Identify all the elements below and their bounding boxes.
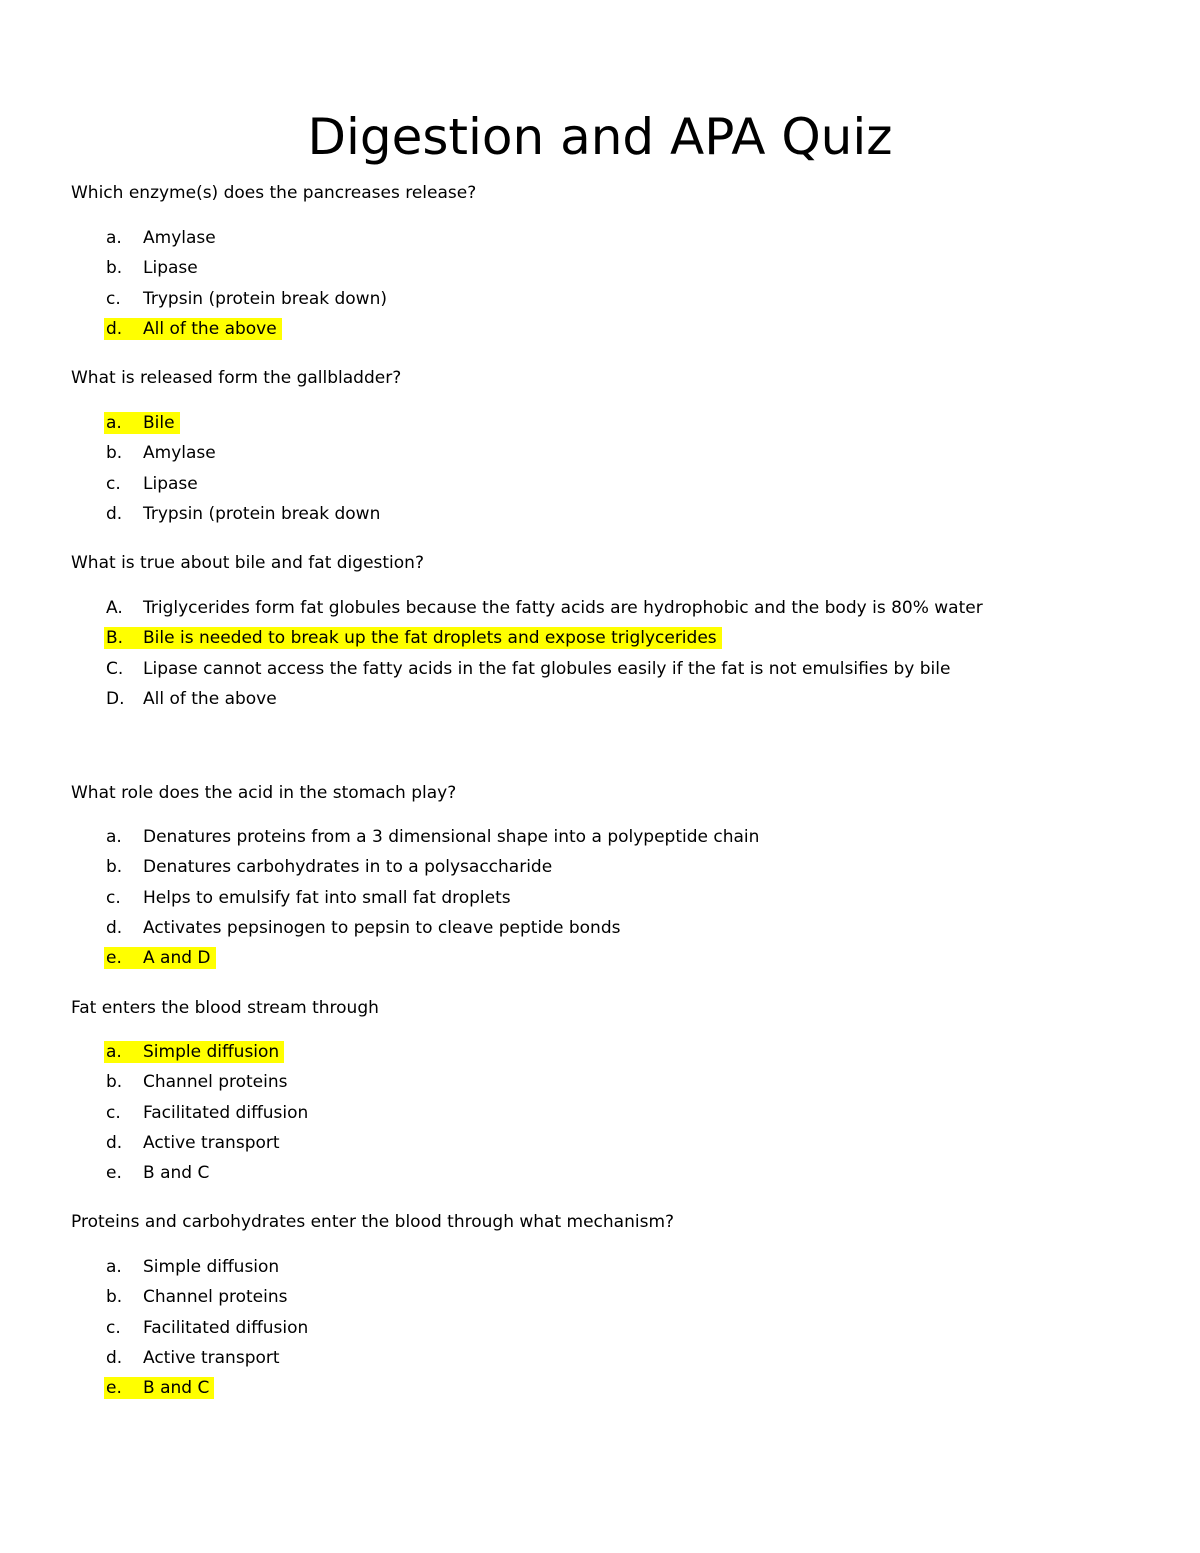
- option-highlight: [104, 227, 216, 249]
- option-highlight: [104, 1256, 279, 1278]
- option-2d: [0, 503, 1200, 533]
- answer-highlight: [104, 412, 180, 434]
- option-letter: c.: [106, 1102, 121, 1123]
- option-highlight: [104, 917, 620, 939]
- answer-highlight: [104, 1377, 214, 1399]
- option-highlight: [104, 688, 277, 710]
- option-highlight: [104, 597, 983, 619]
- option-highlight: [104, 658, 950, 680]
- option-letter: e.: [106, 948, 122, 969]
- option-2c: [0, 473, 1200, 503]
- option-text: Bile is needed to break up the fat droplets and expose triglycerides: [143, 628, 717, 649]
- option-highlight: [104, 1071, 287, 1093]
- answer-highlight: [104, 318, 282, 340]
- option-letter: d.: [106, 1132, 123, 1153]
- option-5b: [0, 1071, 1200, 1101]
- option-6d: [0, 1347, 1200, 1377]
- option-letter: a.: [106, 827, 122, 847]
- option-text: Lipase cannot access the fatty acids in the fat globules easily if the fat is not emulsifies by bile: [143, 658, 951, 679]
- option-letter: A.: [106, 598, 123, 618]
- option-letter: d.: [106, 318, 123, 339]
- option-4c: [0, 887, 1200, 917]
- option-4d: [0, 917, 1200, 947]
- option-3a: [0, 597, 1200, 627]
- question-2-options: [0, 412, 1200, 533]
- option-text: All of the above: [143, 688, 277, 709]
- option-5e: [0, 1162, 1200, 1192]
- option-letter: D.: [106, 688, 125, 709]
- option-6a: [0, 1256, 1200, 1286]
- question-1-text: Which enzyme(s) does the pancreases release?: [71, 183, 477, 203]
- question-4-options: [0, 826, 1200, 977]
- option-letter: d.: [106, 917, 123, 938]
- option-text: Denatures carbohydrates in to a polysaccharide: [143, 857, 553, 878]
- option-letter: e.: [106, 1378, 122, 1399]
- option-text: Simple diffusion: [143, 1257, 280, 1277]
- option-letter: d.: [106, 503, 123, 524]
- option-3b: [0, 627, 1200, 657]
- option-4a: [0, 826, 1200, 856]
- option-letter: B.: [106, 628, 124, 649]
- option-text: Active transport: [143, 1347, 280, 1368]
- option-letter: a.: [106, 1257, 122, 1277]
- option-text: Bile: [143, 413, 175, 433]
- option-1c: [0, 288, 1200, 318]
- option-letter: a.: [106, 1042, 122, 1062]
- option-highlight: [104, 887, 511, 909]
- option-text: Activates pepsinogen to pepsin to cleave peptide bonds: [143, 917, 621, 938]
- option-1d: [0, 318, 1200, 348]
- option-text: All of the above: [143, 318, 277, 339]
- option-letter: C.: [106, 658, 124, 679]
- question-2-text: What is released form the gallbladder?: [71, 368, 402, 388]
- option-3d: [0, 688, 1200, 718]
- option-text: Amylase: [143, 443, 216, 464]
- option-1a: [0, 227, 1200, 257]
- option-letter: c.: [106, 288, 121, 309]
- option-highlight: [104, 473, 198, 495]
- option-5a: [0, 1041, 1200, 1071]
- option-text: B and C: [143, 1378, 210, 1399]
- option-text: B and C: [143, 1163, 210, 1184]
- option-letter: b.: [106, 1287, 123, 1308]
- option-highlight: [104, 1317, 308, 1339]
- option-text: Facilitated diffusion: [143, 1102, 309, 1123]
- option-letter: b.: [106, 1072, 123, 1093]
- option-highlight: [104, 1132, 280, 1154]
- question-5-options: [0, 1041, 1200, 1192]
- question-6-text: Proteins and carbohydrates enter the blood through what mechanism?: [71, 1212, 675, 1232]
- option-highlight: [104, 257, 198, 279]
- option-highlight: [104, 442, 216, 464]
- question-3-options: [0, 597, 1200, 718]
- option-letter: b.: [106, 443, 123, 464]
- answer-highlight: [104, 947, 216, 969]
- option-6c: [0, 1317, 1200, 1347]
- option-3c: [0, 658, 1200, 688]
- question-5-text: Fat enters the blood stream through: [71, 998, 379, 1018]
- question-4-text: What role does the acid in the stomach play?: [71, 783, 457, 803]
- option-highlight: [104, 1102, 308, 1124]
- option-text: Lipase: [143, 258, 198, 279]
- option-highlight: [104, 856, 552, 878]
- option-text: A and D: [143, 948, 211, 969]
- option-letter: d.: [106, 1347, 123, 1368]
- option-5c: [0, 1102, 1200, 1132]
- answer-highlight: [104, 627, 722, 649]
- option-letter: a.: [106, 413, 122, 433]
- option-letter: c.: [106, 473, 121, 494]
- option-highlight: [104, 1347, 280, 1369]
- option-text: Simple diffusion: [143, 1042, 280, 1062]
- option-4e: [0, 947, 1200, 977]
- option-letter: a.: [106, 228, 122, 248]
- option-text: Denatures proteins from a 3 dimensional shape into a polypeptide chain: [143, 827, 760, 847]
- option-highlight: [104, 1162, 209, 1184]
- option-2b: [0, 442, 1200, 472]
- option-text: Triglycerides form fat globules because the fatty acids are hydrophobic and the body is 80% water: [143, 598, 983, 618]
- option-1b: [0, 257, 1200, 287]
- option-2a: [0, 412, 1200, 442]
- option-highlight: [104, 1286, 287, 1308]
- option-6b: [0, 1286, 1200, 1316]
- option-highlight: [104, 503, 380, 525]
- question-6-options: [0, 1256, 1200, 1407]
- option-text: Lipase: [143, 473, 198, 494]
- option-letter: e.: [106, 1163, 122, 1184]
- option-6e: [0, 1377, 1200, 1407]
- option-text: Helps to emulsify fat into small fat droplets: [143, 887, 511, 908]
- document-title: Digestion and APA Quiz: [307, 107, 893, 166]
- option-text: Channel proteins: [143, 1287, 288, 1308]
- option-text: Active transport: [143, 1132, 280, 1153]
- option-text: Amylase: [143, 228, 216, 248]
- option-text: Facilitated diffusion: [143, 1317, 309, 1338]
- option-letter: b.: [106, 258, 123, 279]
- question-3-text: What is true about bile and fat digestion?: [71, 553, 424, 573]
- option-letter: c.: [106, 887, 121, 908]
- option-letter: c.: [106, 1317, 121, 1338]
- option-5d: [0, 1132, 1200, 1162]
- option-highlight: [104, 826, 759, 848]
- option-letter: b.: [106, 857, 123, 878]
- answer-highlight: [104, 1041, 284, 1063]
- option-text: Trypsin (protein break down: [143, 503, 381, 524]
- option-4b: [0, 856, 1200, 886]
- option-text: Channel proteins: [143, 1072, 288, 1093]
- question-1-options: [0, 227, 1200, 348]
- option-text: Trypsin (protein break down): [143, 288, 387, 309]
- option-highlight: [104, 288, 387, 310]
